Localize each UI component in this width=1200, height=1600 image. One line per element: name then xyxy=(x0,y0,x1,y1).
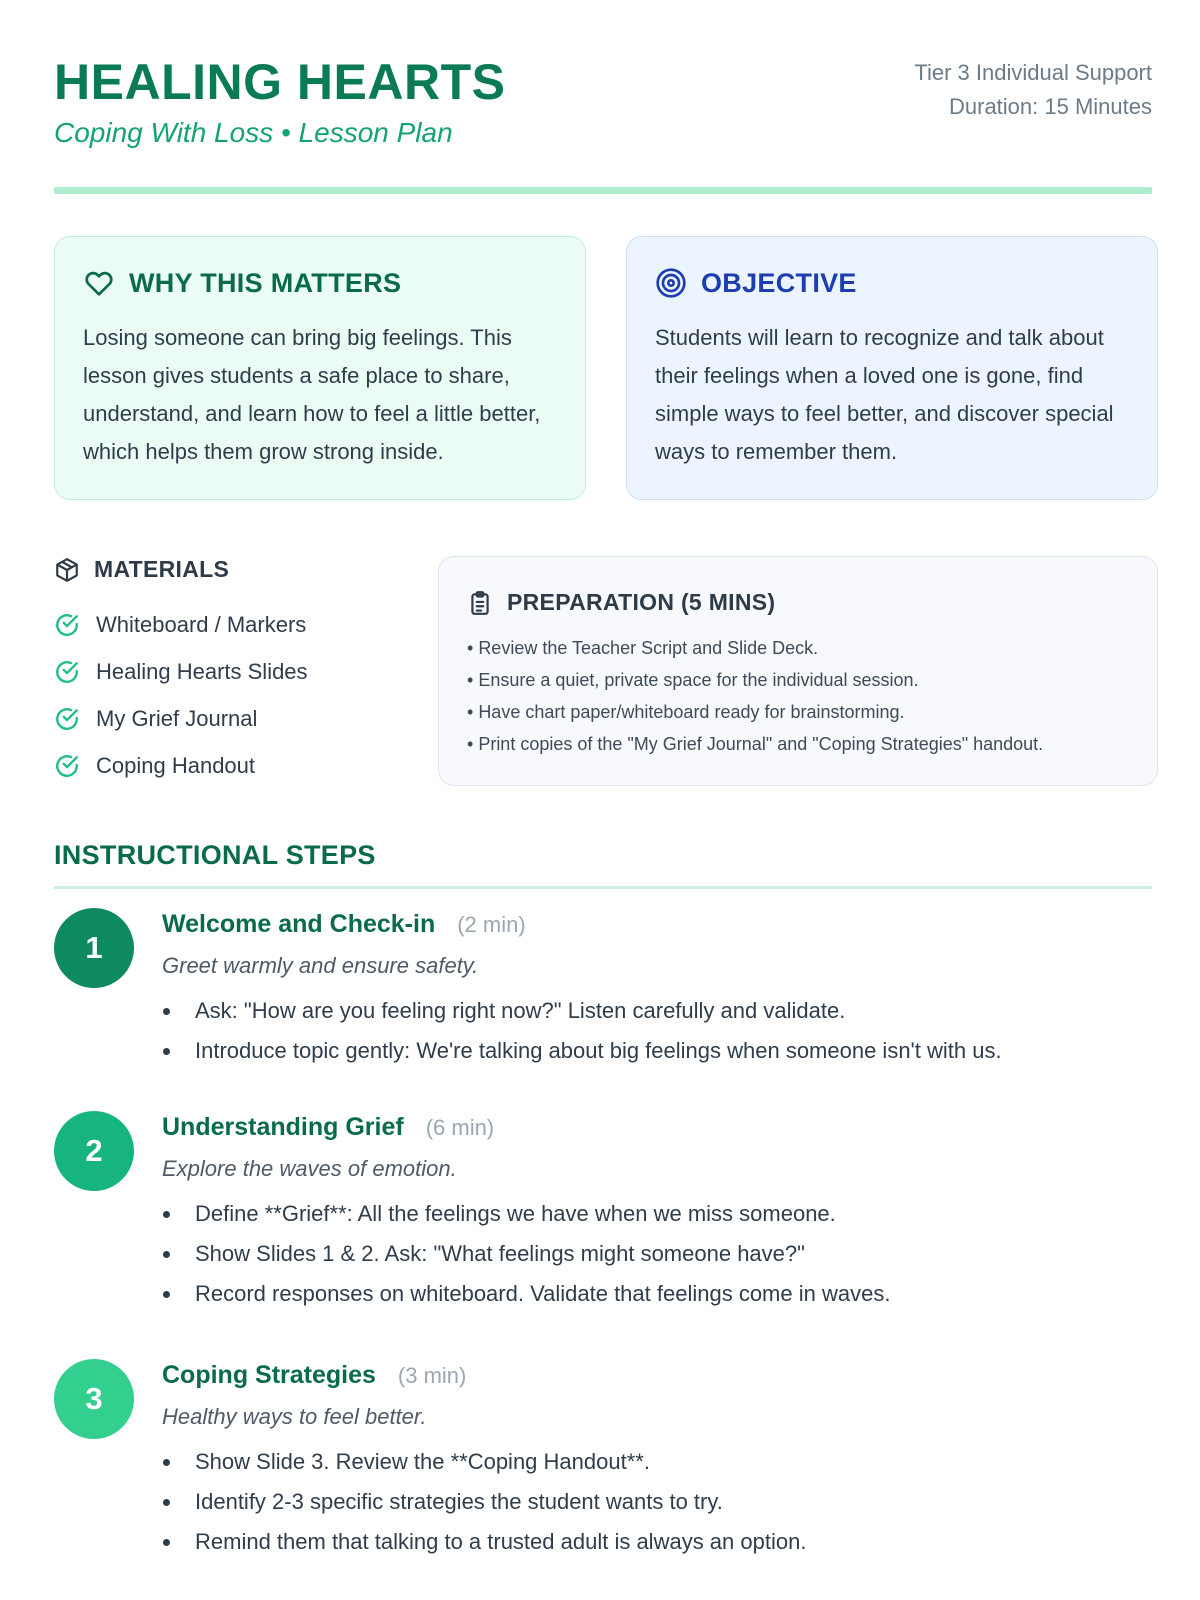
tier-label: Tier 3 Individual Support xyxy=(914,60,1152,85)
material-item xyxy=(54,648,414,695)
objective-card xyxy=(626,236,1158,500)
materials-header xyxy=(54,556,414,583)
step-body xyxy=(162,910,1152,1071)
preparation-list xyxy=(467,632,1129,760)
page-title: HEALING HEARTS xyxy=(54,54,506,110)
materials-section xyxy=(54,556,414,789)
preparation-item: • Ensure a quiet, private space for the individual session. xyxy=(467,664,1129,696)
step-bullets xyxy=(162,1442,1152,1562)
step-number-badge: 3 xyxy=(54,1359,134,1439)
step-number-badge: 1 xyxy=(54,908,134,988)
step-title: Understanding Grief xyxy=(162,1113,404,1141)
check-circle-icon xyxy=(54,659,80,685)
preparation-item: • Print copies of the "My Grief Journal" and "Coping Strategies" handout. xyxy=(467,728,1129,760)
step-body xyxy=(162,1361,1152,1562)
step-bullet: Define **Grief**: All the feelings we have when we miss someone. xyxy=(162,1194,1152,1234)
step-bullet: Record responses on whiteboard. Validate that feelings come in waves. xyxy=(162,1274,1152,1314)
objective-card-title: OBJECTIVE xyxy=(701,267,857,298)
step-title: Coping Strategies xyxy=(162,1361,376,1389)
preparation-item: • Review the Teacher Script and Slide Deck. xyxy=(467,632,1129,664)
why-card-text: Losing someone can bring big feelings. This lesson gives students a safe place to share, understand, and learn how to feel a little better, which helps them grow strong inside. xyxy=(83,325,541,464)
step-number-badge: 2 xyxy=(54,1111,134,1191)
step-subtitle: Healthy ways to feel better. xyxy=(162,1404,427,1429)
step-title-row xyxy=(162,1113,1152,1142)
step-title-row xyxy=(162,910,1152,939)
objective-card-text: Students will learn to recognize and talk about their feelings when a loved one is gone, find simple ways to feel better, and discover special ways to remember them. xyxy=(655,325,1114,464)
material-label: My Grief Journal xyxy=(96,705,258,731)
lesson-meta xyxy=(914,56,1152,124)
materials-title: MATERIALS xyxy=(94,556,230,582)
preparation-item: • Have chart paper/whiteboard ready for brainstorming. xyxy=(467,696,1129,728)
instructional-steps-heading: INSTRUCTIONAL STEPS xyxy=(54,840,376,870)
objective-card-header xyxy=(655,267,1129,299)
step-bullet: Ask: "How are you feeling right now?" Listen carefully and validate. xyxy=(162,991,1152,1031)
preparation-header xyxy=(467,589,1129,616)
step-bullet: Show Slides 1 & 2. Ask: "What feelings might someone have?" xyxy=(162,1234,1152,1274)
lesson-header xyxy=(54,52,1152,150)
preparation-title: PREPARATION (5 MINS) xyxy=(507,589,776,615)
material-item xyxy=(54,742,414,789)
materials-list xyxy=(54,601,414,789)
steps-divider xyxy=(54,886,1152,889)
step-bullets xyxy=(162,991,1152,1071)
heart-icon xyxy=(83,267,115,299)
header-divider xyxy=(54,187,1152,194)
material-label: Coping Handout xyxy=(96,752,256,778)
clipboard-icon xyxy=(467,590,493,616)
step-bullet: Show Slide 3. Review the **Coping Handout**. xyxy=(162,1442,1152,1482)
step-bullet: Remind them that talking to a trusted adult is always an option. xyxy=(162,1522,1152,1562)
step-bullet: Introduce topic gently: We're talking about big feelings when someone isn't with us. xyxy=(162,1031,1152,1071)
material-item xyxy=(54,601,414,648)
target-icon xyxy=(655,267,687,299)
package-icon xyxy=(54,557,80,583)
check-circle-icon xyxy=(54,706,80,732)
check-circle-icon xyxy=(54,753,80,779)
material-item xyxy=(54,695,414,742)
step-duration: (2 min) xyxy=(457,912,526,937)
check-circle-icon xyxy=(54,612,80,638)
step-subtitle: Greet warmly and ensure safety. xyxy=(162,953,479,978)
duration-label: Duration: 15 Minutes xyxy=(949,94,1152,119)
step-duration: (3 min) xyxy=(397,1363,467,1388)
material-label: Healing Hearts Slides xyxy=(96,658,308,684)
step-subtitle: Explore the waves of emotion. xyxy=(162,1156,457,1181)
why-card-header xyxy=(83,267,557,299)
why-this-matters-card xyxy=(54,236,586,500)
preparation-card xyxy=(438,556,1158,786)
step-bullets xyxy=(162,1194,1152,1314)
step-body xyxy=(162,1113,1152,1314)
why-card-title: WHY THIS MATTERS xyxy=(129,267,402,298)
page-subtitle: Coping With Loss • Lesson Plan xyxy=(54,117,453,148)
step-title-row xyxy=(162,1361,1152,1390)
step-title: Welcome and Check-in xyxy=(162,910,436,938)
step-duration: (6 min) xyxy=(425,1115,495,1140)
material-label: Whiteboard / Markers xyxy=(96,611,307,637)
step-bullet: Identify 2-3 specific strategies the student wants to try. xyxy=(162,1482,1152,1522)
